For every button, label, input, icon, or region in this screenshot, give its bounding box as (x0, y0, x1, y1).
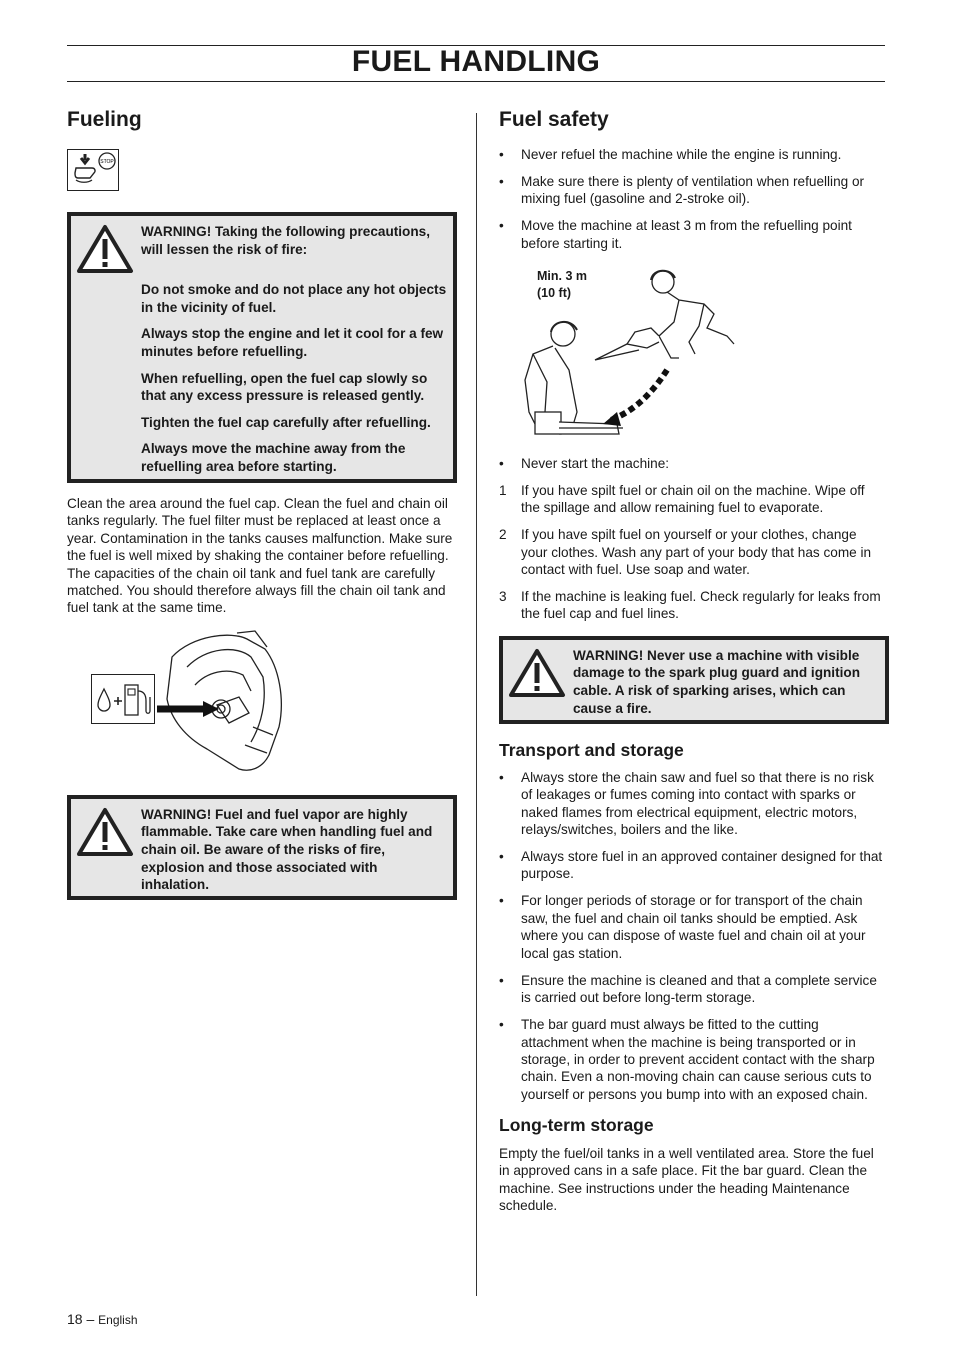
bullet-icon: • (499, 893, 504, 909)
item-number: 1 (499, 482, 507, 498)
fueling-heading: Fueling (67, 108, 142, 131)
fuel-pump-icon (91, 674, 155, 724)
list-item-text: Never start the machine: (521, 455, 670, 471)
page-number: 18 – (67, 1311, 95, 1327)
warning-line: Always move the machine away from the refuelling area before starting. (141, 441, 406, 474)
warning-line: When refuelling, open the fuel cap slowly so that any excess pressure is released gently. (141, 370, 428, 404)
fuel-safety-list (499, 146, 886, 252)
spark-plug-warning (499, 636, 889, 724)
warning-line: WARNING! Taking the following precautions, will lessen the risk of fire: (141, 224, 430, 257)
warning-text: WARNING! Never use a machine with visible damage to the spark plug guard and ignition cable. A risk of sparking arises, which can cause a fire. (573, 647, 860, 716)
bullet-icon: • (499, 972, 504, 988)
warning-text: WARNING! Fuel and fuel vapor are highly flammable. Take care when handling fuel and chain oil. Be aware of the risks of fire, explosion and those associated with inhalation. (141, 806, 433, 893)
stop-engine-refuel-icon (67, 149, 119, 191)
item-number: 2 (499, 527, 507, 543)
flammable-fuel-warning (67, 795, 457, 900)
list-item (499, 146, 886, 163)
warning-line: Tighten the fuel cap carefully after refuelling. (141, 414, 431, 430)
bullet-icon: • (499, 849, 504, 865)
header-rule-bottom (67, 81, 885, 82)
long-term-storage-text: Empty the fuel/oil tanks in a well ventilated area. Store the fuel in approved cans in a safe place. Fit the bar guard. Clean the machine. See instructions under the heading Maintenance schedule. (499, 1145, 874, 1213)
list-item (499, 769, 886, 839)
list-item (499, 972, 886, 1007)
list-item (499, 1016, 886, 1103)
numbered-item-text: If the machine is leaking fuel. Check regularly for leaks from the fuel cap and fuel lines. (521, 589, 881, 622)
transport-storage-heading: Transport and storage (499, 739, 684, 760)
list-item-text: Always store the chain saw and fuel so that there is no risk of leakages or fumes coming into contact with sparks or naked flames from electrical equipment, electric motors, relays/switches, boilers and the like. (521, 769, 874, 838)
chainsaw-fuel-cap-illustration (67, 627, 457, 777)
never-start-list (499, 455, 886, 623)
fuel-cap-cleaning-text: Clean the area around the fuel cap. Clean the fuel and chain oil tanks regularly. The fuel filter must be replaced at least once a year. Contamination in the tanks causes malfunction. Make sure the fuel is well mixed by shaking the container before refuelling. The capacities of the chain oil tank and fuel tank are carefully matched. You should therefore always fill the chain oil tank and fuel tank at the same time. (67, 496, 453, 616)
right-column (499, 105, 886, 1214)
bullet-icon: • (499, 174, 504, 189)
list-item (499, 217, 886, 252)
numbered-item (499, 482, 886, 517)
item-number: 3 (499, 589, 507, 605)
column-divider (476, 113, 477, 1296)
list-item-text: For longer periods of storage or for transport of the chain saw, the fuel and chain oil tanks should be emptied. Ask where you can dispose of waste fuel and chain oil at your local gas station. (521, 893, 866, 961)
svg-text:STOP: STOP (100, 159, 114, 165)
page-footer (67, 1311, 138, 1327)
list-item-text: Make sure there is plenty of ventilation when refuelling or mixing fuel (gasoline and 2-stroke oil). (521, 174, 865, 207)
distance-label-metric: Min. 3 m (537, 268, 588, 283)
page-title: FUEL HANDLING (351, 45, 601, 78)
numbered-item-text: If you have spilt fuel on yourself or your clothes, change your clothes. Wash any part of your body that has come in contact with fuel. Use soap and water. (521, 527, 872, 578)
warning-triangle-icon (76, 224, 134, 274)
list-item (499, 892, 886, 962)
warning-triangle-icon (76, 807, 134, 857)
bullet-icon: • (499, 455, 504, 471)
fire-precautions-warning (67, 212, 457, 483)
list-item-text: Never refuel the machine while the engine is running. (521, 147, 842, 162)
bullet-icon: • (499, 147, 504, 162)
warning-line: Always stop the engine and let it cool for a few minutes before refuelling. (141, 326, 444, 359)
fuel-safety-heading: Fuel safety (499, 108, 609, 131)
list-item (499, 173, 886, 208)
list-item (499, 848, 886, 883)
left-column (67, 105, 457, 900)
warning-triangle-icon (508, 648, 566, 698)
bullet-icon: • (499, 218, 504, 234)
numbered-item (499, 588, 886, 623)
distance-label-imperial: (10 ft) (537, 285, 572, 300)
footer-language: English (98, 1313, 138, 1327)
list-item-text: Move the machine at least 3 m from the refuelling point before starting it. (521, 218, 852, 251)
bullet-icon: • (499, 1017, 504, 1033)
numbered-item (499, 526, 886, 578)
list-item-text: Ensure the machine is cleaned and that a complete service is carried out before long-term storage. (521, 972, 877, 1006)
transport-storage-list (499, 769, 886, 1103)
list-item-text: The bar guard must always be fitted to the cutting attachment when the machine is being transported or in storage, in order to prevent accident contact with the sharp chain. Even a non-moving chain can cause serious cuts to yourself or persons you bump into with an exposed chain. (521, 1017, 875, 1102)
long-term-storage-heading: Long-term storage (499, 1114, 654, 1135)
numbered-item-text: If you have spilt fuel or chain oil on the machine. Wipe off the spillage and allow remaining fuel to evaporate. (521, 482, 865, 516)
bullet-icon: • (499, 769, 504, 785)
min-distance-illustration (499, 262, 886, 447)
list-item (499, 455, 886, 472)
list-item-text: Always store fuel in an approved container designed for that purpose. (521, 849, 883, 882)
warning-line: Do not smoke and do not place any hot objects in the vicinity of fuel. (141, 282, 447, 315)
